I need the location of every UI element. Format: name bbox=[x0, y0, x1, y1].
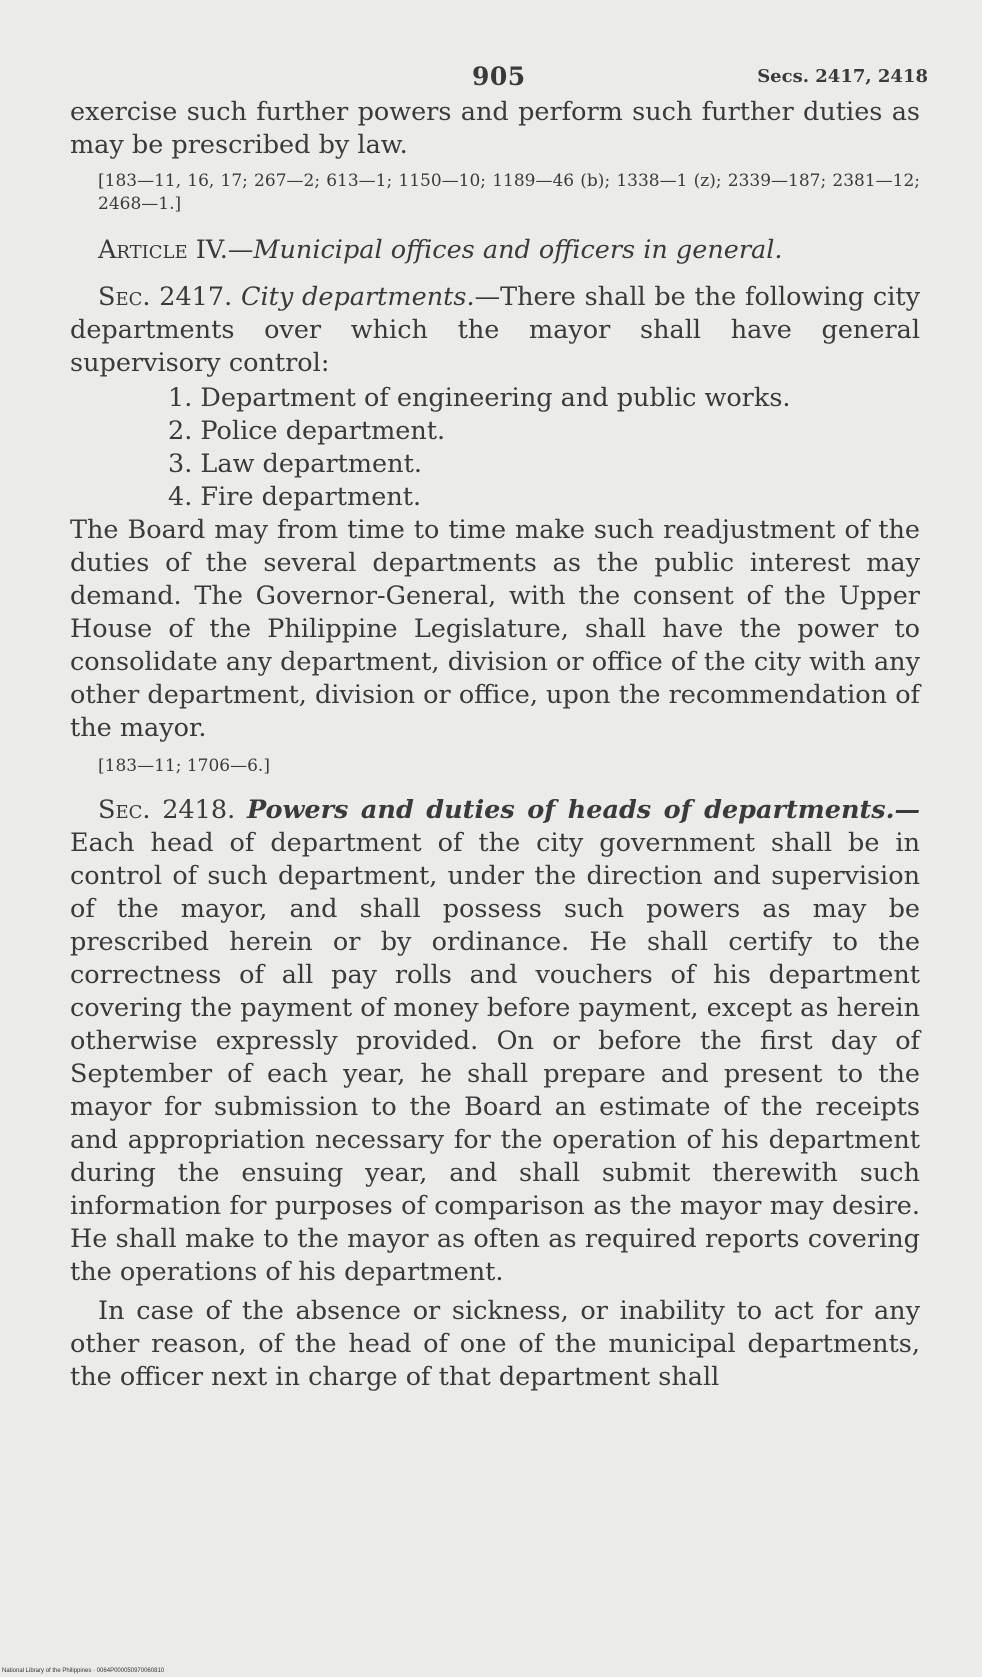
list-item: 4. Fire department. bbox=[168, 482, 422, 512]
section-2418-label: Sec. 2418. bbox=[98, 795, 236, 825]
list-item: 2. Police department. bbox=[168, 416, 446, 446]
page-number: 905 bbox=[472, 62, 526, 91]
section-2417-closing: The Board may from time to time make such readjustment of the duties of the several departments as the public interest may demand. The Governor-General, with the consent of the Upper House of the Philippine Legislature, shall have the power to consolidate any department, division or office of the city with any other department, division or office, upon the recommendation of the mayor. bbox=[70, 515, 920, 743]
intro-paragraph: exercise such further powers and perform such further duties as may be prescribed by law. bbox=[70, 97, 920, 160]
section-2418-paragraph bbox=[70, 794, 920, 1289]
list-item: 1. Department of engineering and public works. bbox=[168, 383, 791, 413]
library-footer: National Library of the Philippines · 0064P000050970060810 bbox=[2, 1668, 165, 1674]
section-2418-paragraph-2: In case of the absence or sickness, or inability to act for any other reason, of the head of one of the municipal departments, the officer next in charge of that department shall bbox=[70, 1296, 920, 1392]
section-2417-title: City departments. bbox=[240, 282, 475, 312]
article-label: Article IV. bbox=[98, 235, 228, 265]
section-range: Secs. 2417, 2418 bbox=[757, 66, 928, 87]
running-head bbox=[70, 62, 928, 96]
section-2417-paragraph bbox=[70, 281, 920, 380]
section-2417-body: —There shall be the following city departments over which the mayor shall have general supervisory control: bbox=[70, 282, 921, 378]
section-2418-title: Powers and duties of heads of departments.— bbox=[246, 795, 921, 825]
section-2418-body: Each head of department of the city government shall be in control of such department, under the direction and supervision of the mayor, and shall possess such powers as may be prescribed herein or by ordinance. He shall certify to the correctness of all pay rolls and vouchers of his department covering the payment of money before payment, except as herein otherwise expressly provided. On or before the first day of September of each year, he shall prepare and present to the mayor for submission to the Board an estimate of the receipts and appropriation necessary for the operation of his department during the ensuing year, and shall submit therewith such information for purposes of comparison as the mayor may desire. He shall make to the mayor as often as required reports covering the operations of his department. bbox=[70, 828, 920, 1287]
citation-block: [183—11, 16, 17; 267—2; 613—1; 1150—10; 1189—46 (b); 1338—1 (z); 2339—187; 2381—12; 2468—1.] bbox=[98, 171, 920, 214]
list-item: 3. Law department. bbox=[168, 449, 422, 479]
article-heading bbox=[70, 234, 920, 267]
article-title: —Municipal offices and officers in general. bbox=[227, 235, 783, 265]
section-2417-citation: [183—11; 1706—6.] bbox=[98, 756, 270, 776]
page-content bbox=[70, 62, 928, 1394]
department-list bbox=[70, 382, 920, 514]
section-2417-label: Sec. 2417. bbox=[98, 282, 233, 312]
